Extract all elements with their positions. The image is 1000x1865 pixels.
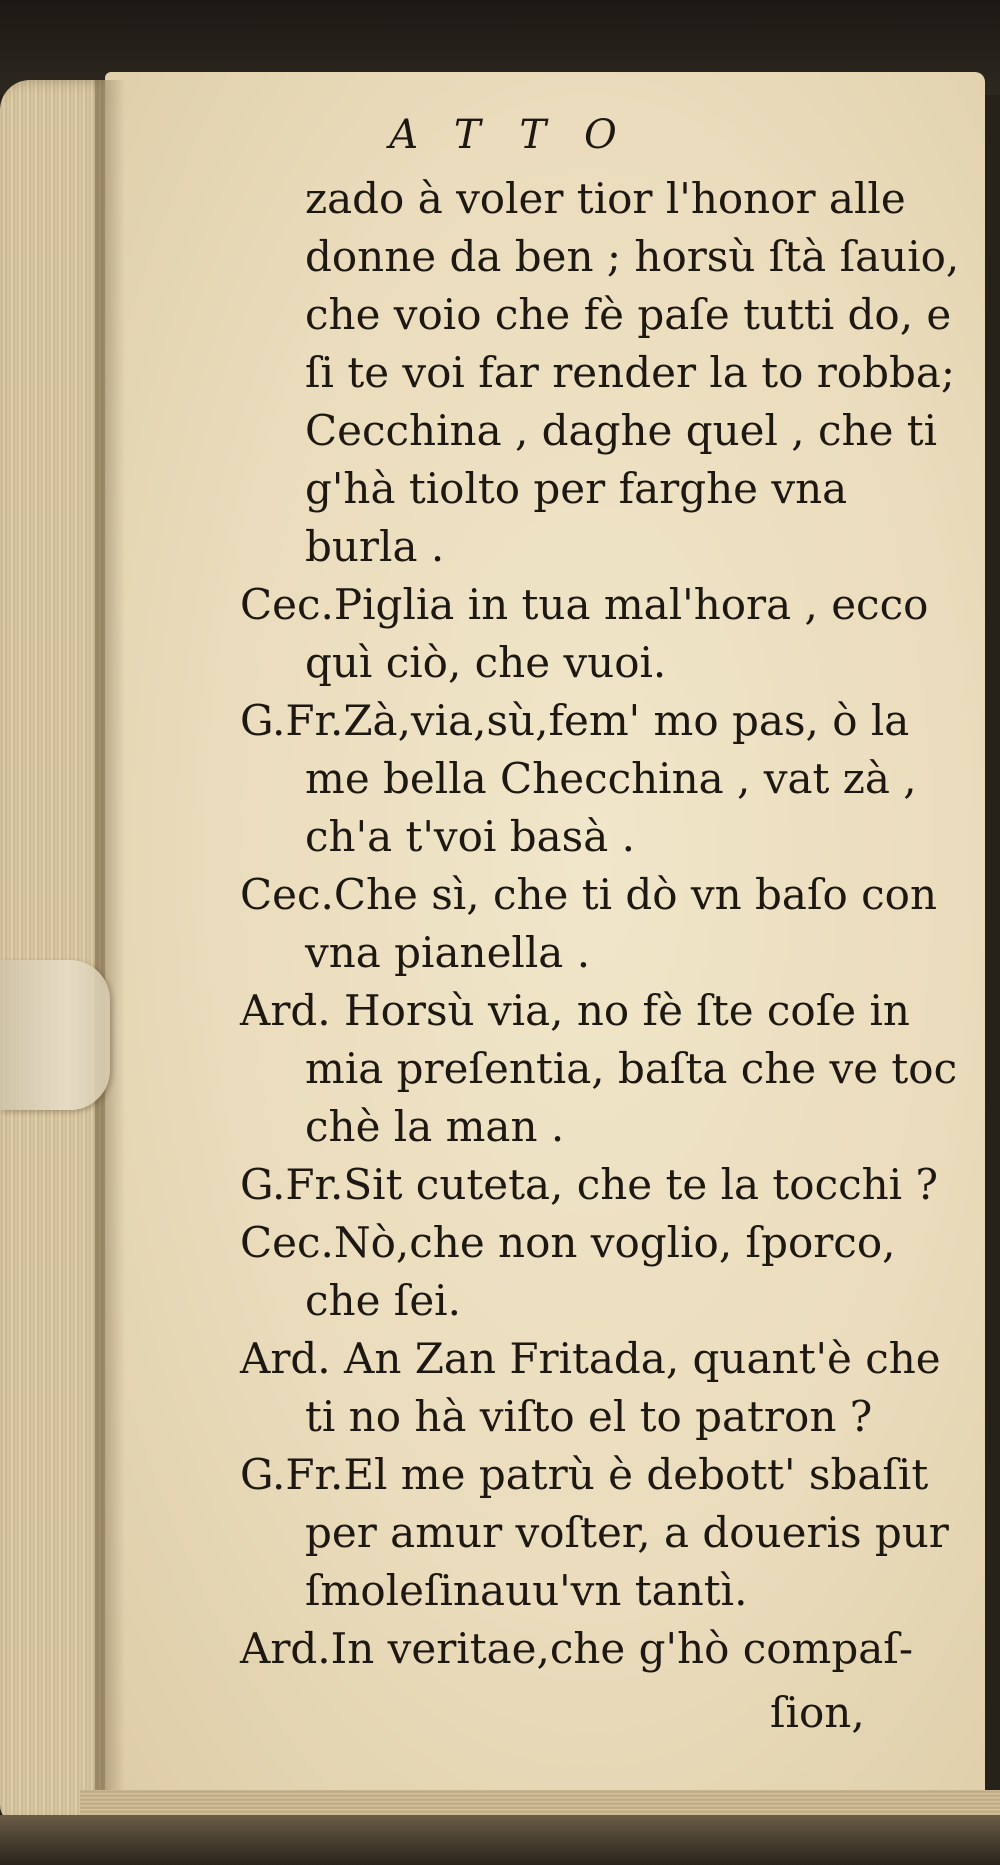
speaker-line: Cec.Nò,che non voglio, ſporco, [240,1218,896,1267]
text-line: zado à voler tior l'honor alle [305,174,906,223]
text-line: Cecchina , daghe quel , che ti [305,406,938,455]
speaker-line: G.Fr.El me patrù è debott' sbaſit [240,1450,929,1499]
text-line: ſmoleſinauu'vn tantì. [305,1566,748,1615]
speaker-line: Ard. An Zan Fritada, quant'è che [240,1334,941,1383]
text-line: donne da ben ; horsù ſtà ſauio, [305,232,960,281]
speaker-line: G.Fr.Zà,via,sù,fem' mo pas, ò la [240,696,910,745]
text-line: g'hà tiolto per farghe vna [305,464,848,513]
text-line: chè la man . [305,1102,565,1151]
text-line: che voio che fè paſe tutti do, e [305,290,952,339]
speaker-line: Cec.Che sì, che ti dò vn baſo con [240,870,937,919]
catchword: ſion, [770,1688,865,1737]
text-line: ch'a t'voi basà . [305,812,635,861]
speaker-line: Ard.In veritae,che g'hò compaſ- [240,1624,914,1673]
text-line: quì ciò, che vuoi. [305,638,667,687]
text-line: vna pianella . [305,928,591,977]
running-header: ATTO [389,112,655,158]
text-line: che ſei. [305,1276,461,1325]
speaker-line: Cec.Piglia in tua mal'hora , ecco [240,580,929,629]
speaker-line: G.Fr.Sit cuteta, che te la tocchi ? [240,1160,938,1209]
text-line: me bella Checchina , vat zà , [305,754,917,803]
text-line: burla . [305,522,445,571]
text-line: per amur voſter, a doueris pur [305,1508,949,1557]
text-line: ſi te voi far render la to robba; [305,348,956,397]
text-line: mia preſentia, baſta che ve toc [305,1044,958,1093]
speaker-line: Ard. Horsù via, no fè ſte coſe in [240,986,910,1035]
text-line: ti no hà viſto el to patron ? [305,1392,873,1441]
